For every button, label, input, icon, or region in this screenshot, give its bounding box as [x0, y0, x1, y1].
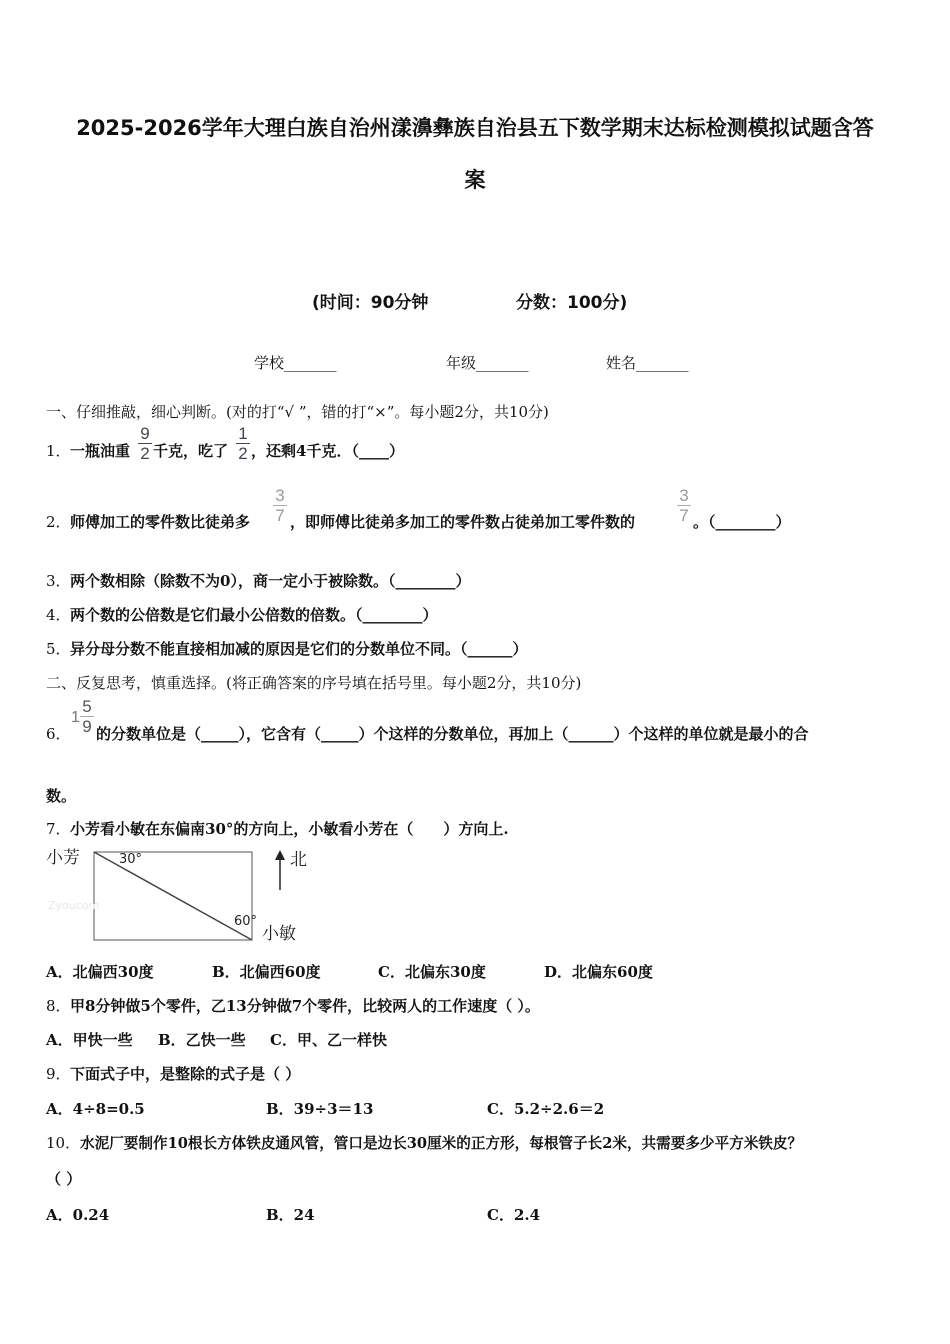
q8-text: 甲8分钟做5个零件，乙13分钟做7个零件，比较两人的工作速度（ ）。 — [70, 997, 540, 1015]
q9-option-a: A．4÷8=0.5 — [46, 1100, 145, 1118]
label-xiaomin: 小敏 — [262, 924, 296, 944]
name-field: 姓名_______ — [606, 354, 689, 372]
q1-text-part2: 千克，吃了 — [153, 442, 229, 460]
q2-text-part1: 师傅加工的零件数比徒弟多 — [70, 513, 251, 531]
q5-number: 5． — [46, 640, 71, 658]
q2-text-part2: ，即师傅比徒弟多加工的零件数占徒弟加工零件数的 — [290, 513, 636, 531]
document-title-line2: 案 — [464, 168, 486, 192]
q10-text: 水泥厂要制作10根长方体铁皮通风管，管口是边长30厘米的正方形，每根管子长2米，共需要多少平方米铁皮？ — [80, 1135, 803, 1152]
q10-option-c: C．2.4 — [487, 1206, 541, 1224]
q7-option-a: A．北偏西30度 — [46, 963, 154, 981]
q10-number: 10． — [46, 1134, 81, 1152]
q6-whole-number: 1 — [71, 709, 80, 726]
q10-option-b: B．24 — [266, 1206, 315, 1224]
document-title-line1: 2025-2026学年大理白族自治州漾濞彝族自治县五下数学期末达标检测模拟试题含答 — [76, 116, 874, 140]
q8-number: 8． — [46, 997, 71, 1015]
q7-number: 7． — [46, 820, 71, 838]
north-label: 北 — [290, 850, 307, 870]
q7-option-d: D．北偏东60度 — [544, 963, 653, 981]
exam-time: (时间：90分钟 — [312, 293, 429, 313]
q8-option-b: B．乙快一些 — [158, 1031, 246, 1049]
q7-option-c: C．北偏东30度 — [378, 963, 486, 981]
diagram-diagonal — [94, 852, 252, 940]
q3-text: 两个数相除（除数不为0），商一定小于被除数。（________） — [70, 572, 471, 590]
q3-number: 3． — [46, 572, 71, 590]
q9-number: 9． — [46, 1065, 71, 1083]
q6-fraction: $\frac{5}{9}$ — [80, 697, 94, 736]
angle-30-label: 30° — [119, 852, 143, 867]
q8-option-c: C．甲、乙一样快 — [270, 1031, 387, 1049]
q9-option-b: B．39÷3＝13 — [266, 1100, 374, 1118]
q7-option-b: B．北偏西60度 — [212, 963, 321, 981]
q6-text: 的分数单位是（_____），它含有（_____）个这样的分数单位，再加上（______）个这样的单位就是最小的合 — [96, 725, 809, 743]
q1-fraction-one-half: $\frac{1}{2}$ — [236, 424, 250, 463]
section1-heading: 一、仔细推敲，细心判断。(对的打“√ ”，错的打“×”。每小题2分，共10分) — [46, 403, 549, 421]
q1-fraction-nine-halves: $\frac{9}{2}$ — [138, 424, 152, 463]
q2-fraction-a: $\frac{3}{7}$ — [273, 486, 287, 525]
q7-direction-diagram — [40, 842, 320, 954]
q9-option-c: C．5.2÷2.6＝2 — [487, 1100, 605, 1118]
q2-fraction-b: $\frac{3}{7}$ — [677, 486, 691, 525]
q5-text: 异分母分数不能直接相加减的原因是它们的分数单位不同。（______） — [70, 640, 528, 658]
watermark-text: Zyoucom — [48, 899, 100, 912]
school-field: 学校_______ — [254, 354, 337, 372]
grade-field: 年级_______ — [446, 354, 529, 372]
q2-text-part3: 。（________） — [693, 513, 791, 531]
q2-number: 2． — [46, 513, 71, 531]
q10-option-a: A．0.24 — [46, 1206, 110, 1224]
q7-text: 小芳看小敏在东偏南30°的方向上，小敏看小芳在（ ）方向上. — [70, 820, 509, 838]
q1-text-part1: 一瓶油重 — [70, 442, 131, 460]
q1-text-part3: ，还剩4千克．（____） — [251, 442, 404, 460]
angle-60-label: 60° — [234, 914, 258, 929]
q9-text: 下面式子中，是整除的式子是（ ） — [70, 1065, 301, 1083]
q6-text-continued: 数。 — [46, 787, 77, 805]
exam-score: 分数：100分) — [516, 293, 628, 313]
north-arrowhead-icon — [275, 850, 285, 860]
section2-heading: 二、反复思考，慎重选择。(将正确答案的序号填在括号里。每小题2分，共10分) — [46, 674, 582, 692]
label-xiaofang: 小芳 — [46, 848, 80, 868]
q8-option-a: A．甲快一些 — [46, 1031, 133, 1049]
q1-number: 1． — [46, 442, 71, 460]
q10-text-continued: （ ） — [46, 1170, 82, 1188]
q6-number: 6． — [46, 725, 71, 743]
q4-text: 两个数的公倍数是它们最小公倍数的倍数。（________） — [70, 606, 438, 624]
q4-number: 4． — [46, 606, 71, 624]
